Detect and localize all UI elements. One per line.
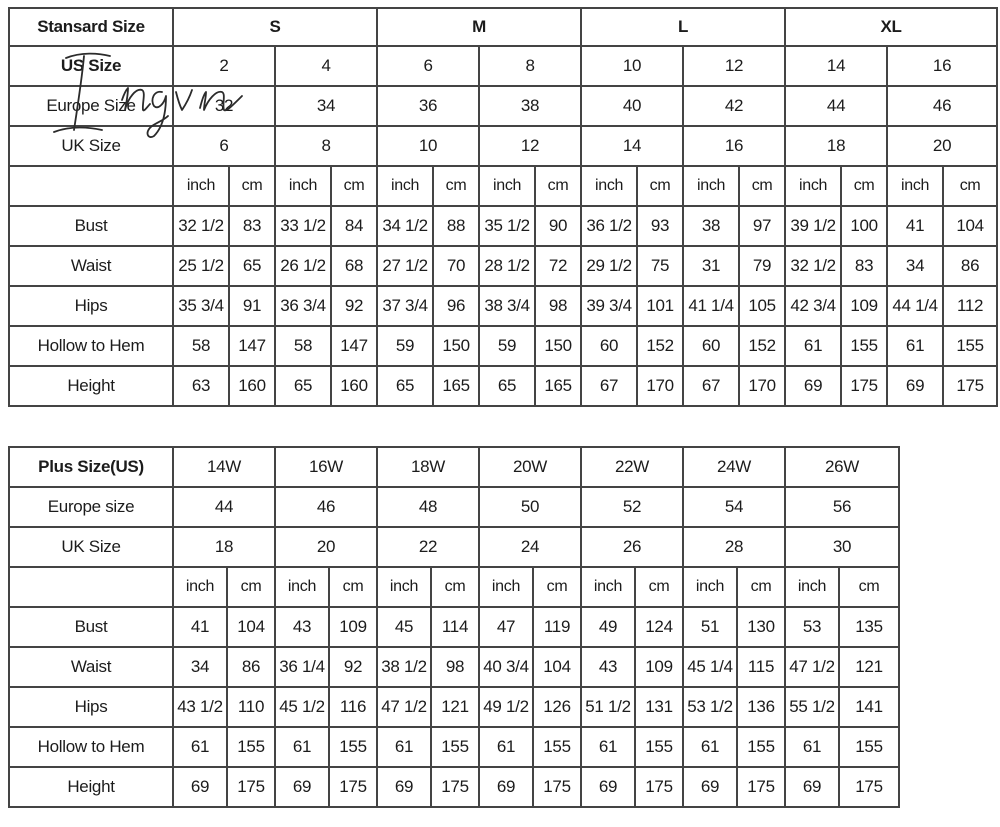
bust-inch-cell: 47 (479, 607, 533, 647)
unit-cm: cm (433, 166, 479, 206)
plus-eu-size-cell: 48 (377, 487, 479, 527)
plus-size-cell: 20W (479, 447, 581, 487)
hollow-to-hem-inch-cell: 61 (887, 326, 943, 366)
unit-cm: cm (229, 166, 275, 206)
us-size-cell: 6 (377, 46, 479, 86)
hollow-to-hem-cm-cell: 155 (227, 727, 275, 767)
us-size-cell: 12 (683, 46, 785, 86)
bust-cm-cell: 130 (737, 607, 785, 647)
height-inch-cell: 69 (683, 767, 737, 807)
height-inch-cell: 65 (377, 366, 433, 406)
eu-size-cell: 42 (683, 86, 785, 126)
waist-cm-cell: 72 (535, 246, 581, 286)
measure-row-hollow-to-hem (9, 326, 997, 366)
bust-cm-cell: 97 (739, 206, 785, 246)
hips-cm-cell: 91 (229, 286, 275, 326)
height-cm-cell: 175 (227, 767, 275, 807)
bust-inch-cell: 34 1/2 (377, 206, 433, 246)
hips-cm-cell: 136 (737, 687, 785, 727)
plus-size-cell: 22W (581, 447, 683, 487)
plus-eu-size-cell: 52 (581, 487, 683, 527)
height-cm-cell: 175 (841, 366, 887, 406)
plus-unit-row (9, 567, 899, 607)
bust-cm-cell: 104 (943, 206, 997, 246)
waist-inch-cell: 25 1/2 (173, 246, 229, 286)
unit-cm: cm (329, 567, 377, 607)
hips-cm-cell: 121 (431, 687, 479, 727)
hips-inch-cell: 55 1/2 (785, 687, 839, 727)
hollow-to-hem-cm-cell: 152 (739, 326, 785, 366)
hollow-to-hem-cm-cell: 147 (331, 326, 377, 366)
hollow-to-hem-cm-cell: 150 (535, 326, 581, 366)
eu-size-cell: 44 (785, 86, 887, 126)
us-size-label: US Size (9, 46, 173, 86)
plus-uk-size-label: UK Size (9, 527, 173, 567)
bust-inch-cell: 49 (581, 607, 635, 647)
bust-inch-cell: 41 (173, 607, 227, 647)
unit-cm: cm (535, 166, 581, 206)
unit-cm: cm (635, 567, 683, 607)
bust-inch-cell: 51 (683, 607, 737, 647)
plus-size-cell: 18W (377, 447, 479, 487)
height-cm-cell: 175 (635, 767, 683, 807)
unit-inch: inch (479, 567, 533, 607)
hollow-to-hem-cm-cell: 147 (229, 326, 275, 366)
unit-inch: inch (683, 567, 737, 607)
height-cm-cell: 175 (533, 767, 581, 807)
plus-measure-label-waist: Waist (9, 647, 173, 687)
uk-size-cell: 16 (683, 126, 785, 166)
measure-row-bust (9, 206, 997, 246)
uk-size-cell: 18 (785, 126, 887, 166)
hollow-to-hem-cm-cell: 155 (635, 727, 683, 767)
standard-size-table (8, 7, 998, 407)
hollow-to-hem-inch-cell: 61 (581, 727, 635, 767)
height-inch-cell: 67 (581, 366, 637, 406)
height-cm-cell: 165 (535, 366, 581, 406)
height-inch-cell: 65 (275, 366, 331, 406)
plus-eu-size-label: Europe size (9, 487, 173, 527)
measure-label-bust: Bust (9, 206, 173, 246)
uk-size-cell: 10 (377, 126, 479, 166)
waist-inch-cell: 34 (887, 246, 943, 286)
waist-cm-cell: 121 (839, 647, 899, 687)
waist-cm-cell: 83 (841, 246, 887, 286)
hollow-to-hem-inch-cell: 58 (173, 326, 229, 366)
us-size-row (9, 46, 997, 86)
unit-cm: cm (331, 166, 377, 206)
height-cm-cell: 170 (637, 366, 683, 406)
hips-cm-cell: 116 (329, 687, 377, 727)
hips-inch-cell: 37 3/4 (377, 286, 433, 326)
height-inch-cell: 69 (887, 366, 943, 406)
measure-row-height (9, 366, 997, 406)
unit-inch: inch (581, 567, 635, 607)
waist-cm-cell: 70 (433, 246, 479, 286)
eu-size-cell: 32 (173, 86, 275, 126)
hips-inch-cell: 51 1/2 (581, 687, 635, 727)
height-cm-cell: 165 (433, 366, 479, 406)
eu-size-cell: 34 (275, 86, 377, 126)
height-inch-cell: 69 (479, 767, 533, 807)
size-group-row (9, 8, 997, 46)
unit-cm: cm (431, 567, 479, 607)
waist-cm-cell: 86 (943, 246, 997, 286)
plus-measure-label-bust: Bust (9, 607, 173, 647)
plus-uk-size-row (9, 527, 899, 567)
unit-inch: inch (581, 166, 637, 206)
bust-cm-cell: 88 (433, 206, 479, 246)
waist-cm-cell: 115 (737, 647, 785, 687)
hips-cm-cell: 131 (635, 687, 683, 727)
us-size-cell: 2 (173, 46, 275, 86)
unit-cm: cm (739, 166, 785, 206)
plus-size-cell: 14W (173, 447, 275, 487)
hollow-to-hem-inch-cell: 61 (683, 727, 737, 767)
waist-cm-cell: 65 (229, 246, 275, 286)
waist-inch-cell: 27 1/2 (377, 246, 433, 286)
bust-cm-cell: 124 (635, 607, 683, 647)
waist-inch-cell: 43 (581, 647, 635, 687)
unit-inch: inch (479, 166, 535, 206)
waist-inch-cell: 36 1/4 (275, 647, 329, 687)
unit-inch: inch (887, 166, 943, 206)
bust-inch-cell: 41 (887, 206, 943, 246)
eu-size-label: Europe Size (9, 86, 173, 126)
plus-size-row (9, 447, 899, 487)
standard-size-header: Stansard Size (9, 8, 173, 46)
bust-cm-cell: 83 (229, 206, 275, 246)
plus-uk-size-cell: 26 (581, 527, 683, 567)
eu-size-cell: 46 (887, 86, 997, 126)
hollow-to-hem-cm-cell: 155 (737, 727, 785, 767)
hollow-to-hem-cm-cell: 155 (841, 326, 887, 366)
plus-eu-size-row (9, 487, 899, 527)
hollow-to-hem-inch-cell: 61 (173, 727, 227, 767)
hips-cm-cell: 109 (841, 286, 887, 326)
hips-inch-cell: 49 1/2 (479, 687, 533, 727)
hollow-to-hem-cm-cell: 155 (329, 727, 377, 767)
eu-size-cell: 38 (479, 86, 581, 126)
plus-unit-row-blank (9, 567, 173, 607)
waist-cm-cell: 79 (739, 246, 785, 286)
waist-inch-cell: 45 1/4 (683, 647, 737, 687)
bust-inch-cell: 38 (683, 206, 739, 246)
plus-measure-label-hollow-to-hem: Hollow to Hem (9, 727, 173, 767)
plus-uk-size-cell: 24 (479, 527, 581, 567)
us-size-cell: 10 (581, 46, 683, 86)
eu-size-cell: 36 (377, 86, 479, 126)
height-cm-cell: 175 (329, 767, 377, 807)
hips-inch-cell: 53 1/2 (683, 687, 737, 727)
hollow-to-hem-inch-cell: 61 (377, 727, 431, 767)
plus-measure-row-height (9, 767, 899, 807)
plus-measure-row-hips (9, 687, 899, 727)
bust-cm-cell: 135 (839, 607, 899, 647)
hollow-to-hem-inch-cell: 58 (275, 326, 331, 366)
measure-label-waist: Waist (9, 246, 173, 286)
hollow-to-hem-cm-cell: 155 (533, 727, 581, 767)
size-group-m: M (377, 8, 581, 46)
plus-eu-size-cell: 54 (683, 487, 785, 527)
hips-inch-cell: 42 3/4 (785, 286, 841, 326)
bust-cm-cell: 100 (841, 206, 887, 246)
hips-cm-cell: 141 (839, 687, 899, 727)
size-group-xl: XL (785, 8, 997, 46)
hollow-to-hem-inch-cell: 59 (479, 326, 535, 366)
unit-cm: cm (637, 166, 683, 206)
height-cm-cell: 175 (839, 767, 899, 807)
hollow-to-hem-cm-cell: 155 (431, 727, 479, 767)
hollow-to-hem-inch-cell: 61 (479, 727, 533, 767)
waist-inch-cell: 29 1/2 (581, 246, 637, 286)
plus-size-cell: 24W (683, 447, 785, 487)
waist-inch-cell: 32 1/2 (785, 246, 841, 286)
unit-inch: inch (785, 166, 841, 206)
hips-inch-cell: 47 1/2 (377, 687, 431, 727)
uk-size-cell: 20 (887, 126, 997, 166)
plus-measure-label-hips: Hips (9, 687, 173, 727)
unit-inch: inch (173, 567, 227, 607)
bust-inch-cell: 33 1/2 (275, 206, 331, 246)
hips-inch-cell: 45 1/2 (275, 687, 329, 727)
height-inch-cell: 69 (785, 366, 841, 406)
eu-size-cell: 40 (581, 86, 683, 126)
size-group-s: S (173, 8, 377, 46)
plus-size-cell: 16W (275, 447, 377, 487)
height-inch-cell: 65 (479, 366, 535, 406)
height-inch-cell: 67 (683, 366, 739, 406)
hollow-to-hem-inch-cell: 60 (581, 326, 637, 366)
hips-cm-cell: 96 (433, 286, 479, 326)
measure-label-hips: Hips (9, 286, 173, 326)
plus-uk-size-cell: 30 (785, 527, 899, 567)
hips-inch-cell: 44 1/4 (887, 286, 943, 326)
height-cm-cell: 170 (739, 366, 785, 406)
unit-inch: inch (683, 166, 739, 206)
plus-uk-size-cell: 20 (275, 527, 377, 567)
hollow-to-hem-cm-cell: 150 (433, 326, 479, 366)
plus-measure-row-waist (9, 647, 899, 687)
us-size-cell: 14 (785, 46, 887, 86)
waist-cm-cell: 68 (331, 246, 377, 286)
hips-cm-cell: 126 (533, 687, 581, 727)
waist-cm-cell: 98 (431, 647, 479, 687)
hips-inch-cell: 35 3/4 (173, 286, 229, 326)
waist-inch-cell: 47 1/2 (785, 647, 839, 687)
hollow-to-hem-inch-cell: 60 (683, 326, 739, 366)
plus-size-table (8, 446, 900, 808)
hips-inch-cell: 39 3/4 (581, 286, 637, 326)
us-size-cell: 4 (275, 46, 377, 86)
height-cm-cell: 175 (943, 366, 997, 406)
bust-cm-cell: 90 (535, 206, 581, 246)
plus-eu-size-cell: 44 (173, 487, 275, 527)
unit-cm: cm (227, 567, 275, 607)
height-cm-cell: 175 (737, 767, 785, 807)
us-size-cell: 16 (887, 46, 997, 86)
unit-cm: cm (737, 567, 785, 607)
hollow-to-hem-inch-cell: 61 (785, 727, 839, 767)
plus-eu-size-cell: 46 (275, 487, 377, 527)
hollow-to-hem-inch-cell: 61 (275, 727, 329, 767)
waist-cm-cell: 109 (635, 647, 683, 687)
plus-size-cell: 26W (785, 447, 899, 487)
plus-uk-size-cell: 28 (683, 527, 785, 567)
uk-size-cell: 8 (275, 126, 377, 166)
unit-inch: inch (275, 567, 329, 607)
unit-inch: inch (377, 166, 433, 206)
measure-row-hips (9, 286, 997, 326)
height-inch-cell: 63 (173, 366, 229, 406)
hips-cm-cell: 110 (227, 687, 275, 727)
waist-cm-cell: 92 (329, 647, 377, 687)
waist-inch-cell: 26 1/2 (275, 246, 331, 286)
bust-cm-cell: 104 (227, 607, 275, 647)
hips-inch-cell: 36 3/4 (275, 286, 331, 326)
hips-cm-cell: 112 (943, 286, 997, 326)
waist-inch-cell: 38 1/2 (377, 647, 431, 687)
hips-cm-cell: 105 (739, 286, 785, 326)
bust-cm-cell: 84 (331, 206, 377, 246)
measure-row-waist (9, 246, 997, 286)
hips-inch-cell: 38 3/4 (479, 286, 535, 326)
bust-cm-cell: 93 (637, 206, 683, 246)
uk-size-label: UK Size (9, 126, 173, 166)
hips-cm-cell: 92 (331, 286, 377, 326)
waist-inch-cell: 40 3/4 (479, 647, 533, 687)
plus-eu-size-cell: 50 (479, 487, 581, 527)
unit-cm: cm (839, 567, 899, 607)
measure-label-hollow-to-hem: Hollow to Hem (9, 326, 173, 366)
plus-size-header: Plus Size(US) (9, 447, 173, 487)
uk-size-cell: 14 (581, 126, 683, 166)
waist-inch-cell: 31 (683, 246, 739, 286)
bust-inch-cell: 45 (377, 607, 431, 647)
height-inch-cell: 69 (785, 767, 839, 807)
bust-cm-cell: 119 (533, 607, 581, 647)
plus-measure-label-height: Height (9, 767, 173, 807)
height-inch-cell: 69 (275, 767, 329, 807)
hollow-to-hem-cm-cell: 155 (839, 727, 899, 767)
hips-cm-cell: 101 (637, 286, 683, 326)
height-cm-cell: 175 (431, 767, 479, 807)
hips-inch-cell: 43 1/2 (173, 687, 227, 727)
unit-row-blank (9, 166, 173, 206)
hollow-to-hem-cm-cell: 155 (943, 326, 997, 366)
plus-uk-size-cell: 18 (173, 527, 275, 567)
bust-cm-cell: 114 (431, 607, 479, 647)
bust-inch-cell: 53 (785, 607, 839, 647)
unit-inch: inch (275, 166, 331, 206)
unit-inch: inch (377, 567, 431, 607)
bust-inch-cell: 36 1/2 (581, 206, 637, 246)
hips-cm-cell: 98 (535, 286, 581, 326)
hollow-to-hem-cm-cell: 152 (637, 326, 683, 366)
plus-measure-row-hollow-to-hem (9, 727, 899, 767)
hips-inch-cell: 41 1/4 (683, 286, 739, 326)
bust-inch-cell: 32 1/2 (173, 206, 229, 246)
hollow-to-hem-inch-cell: 61 (785, 326, 841, 366)
plus-measure-row-bust (9, 607, 899, 647)
unit-inch: inch (785, 567, 839, 607)
bust-inch-cell: 39 1/2 (785, 206, 841, 246)
unit-cm: cm (943, 166, 997, 206)
plus-eu-size-cell: 56 (785, 487, 899, 527)
waist-inch-cell: 28 1/2 (479, 246, 535, 286)
uk-size-cell: 12 (479, 126, 581, 166)
height-cm-cell: 160 (331, 366, 377, 406)
unit-cm: cm (533, 567, 581, 607)
uk-size-cell: 6 (173, 126, 275, 166)
waist-cm-cell: 75 (637, 246, 683, 286)
measure-label-height: Height (9, 366, 173, 406)
height-cm-cell: 160 (229, 366, 275, 406)
waist-inch-cell: 34 (173, 647, 227, 687)
unit-inch: inch (173, 166, 229, 206)
height-inch-cell: 69 (581, 767, 635, 807)
hollow-to-hem-inch-cell: 59 (377, 326, 433, 366)
plus-uk-size-cell: 22 (377, 527, 479, 567)
waist-cm-cell: 86 (227, 647, 275, 687)
bust-inch-cell: 43 (275, 607, 329, 647)
bust-cm-cell: 109 (329, 607, 377, 647)
eu-size-row (9, 86, 997, 126)
unit-cm: cm (841, 166, 887, 206)
waist-cm-cell: 104 (533, 647, 581, 687)
us-size-cell: 8 (479, 46, 581, 86)
unit-row (9, 166, 997, 206)
height-inch-cell: 69 (377, 767, 431, 807)
size-group-l: L (581, 8, 785, 46)
height-inch-cell: 69 (173, 767, 227, 807)
uk-size-row (9, 126, 997, 166)
bust-inch-cell: 35 1/2 (479, 206, 535, 246)
